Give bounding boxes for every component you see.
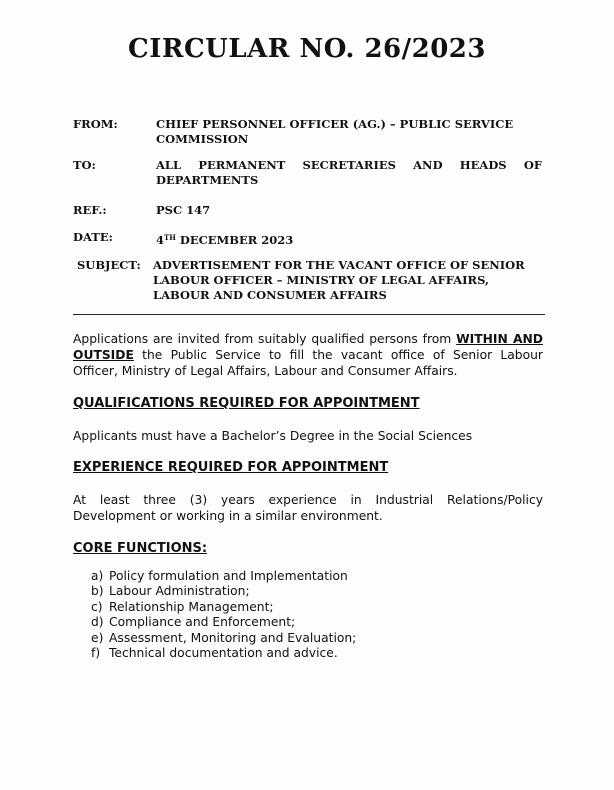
list-item	[91, 646, 356, 661]
list-item-text: Assessment, Monitoring and Evaluation;	[109, 630, 357, 645]
ref-label: REF.:	[73, 203, 107, 217]
subject-value: ADVERTISEMENT FOR THE VACANT OFFICE OF SENIOR LABOUR OFFICER – MINISTRY OF LEGAL AFFAIRS, LABOUR AND CONSUMER AFFAIRS	[153, 258, 525, 302]
qualifications-text: Applicants must have a Bachelor’s Degree in the Social Sciences	[73, 429, 473, 443]
list-marker: c)	[91, 599, 103, 614]
list-item	[91, 584, 356, 599]
list-marker: d)	[91, 615, 104, 630]
list-item	[91, 600, 356, 615]
date-day: 4	[156, 233, 165, 247]
to-label: TO:	[73, 158, 96, 172]
list-item	[91, 631, 356, 646]
list-item-text: Compliance and Enforcement;	[109, 615, 296, 630]
list-item-text: Policy formulation and Implementation	[109, 569, 348, 583]
intro-emphasis: WITHIN AND OUTSIDE	[73, 332, 543, 362]
intro-after: the Public Service to fill the vacant office of Senior Labour Officer, Ministry of Legal Affairs, Labour and Consumer Affairs.	[73, 348, 543, 378]
list-marker: e)	[91, 630, 104, 645]
qualifications-heading: QUALIFICATIONS REQUIRED FOR APPOINTMENT	[73, 396, 420, 411]
from-label: FROM:	[73, 117, 118, 131]
ref-value: PSC 147	[156, 203, 211, 217]
list-marker: a)	[91, 569, 104, 583]
list-item-text: Relationship Management;	[109, 599, 274, 614]
from-value: CHIEF PERSONNEL OFFICER (AG.) – PUBLIC SERVICE COMMISSION	[156, 117, 514, 146]
header-divider	[73, 314, 545, 315]
date-rest: DECEMBER 2023	[175, 233, 294, 247]
date-label: DATE:	[73, 230, 113, 244]
date-suffix: TH	[164, 233, 176, 242]
intro-paragraph	[73, 331, 543, 379]
to-value: ALL PERMANENT SECRETARIES AND HEADS OF DEPARTMENTS	[156, 158, 542, 187]
date-value	[156, 230, 542, 248]
intro-before: Applications are invited from suitably qualified persons from	[73, 332, 457, 346]
list-item	[91, 615, 356, 630]
experience-heading: EXPERIENCE REQUIRED FOR APPOINTMENT	[73, 460, 389, 475]
circular-title: CIRCULAR NO. 26/2023	[128, 34, 486, 64]
list-item-text: Technical documentation and advice.	[109, 646, 338, 661]
subject-label: SUBJECT:	[77, 258, 141, 272]
core-functions-heading: CORE FUNCTIONS:	[73, 541, 208, 556]
list-marker: b)	[91, 584, 104, 599]
list-marker: f)	[91, 646, 101, 661]
core-functions-list	[91, 569, 356, 661]
list-item	[91, 569, 356, 584]
experience-text: At least three (3) years experience in Industrial Relations/Policy Development or working in a similar environment.	[73, 493, 543, 523]
list-item-text: Labour Administration;	[109, 584, 250, 599]
